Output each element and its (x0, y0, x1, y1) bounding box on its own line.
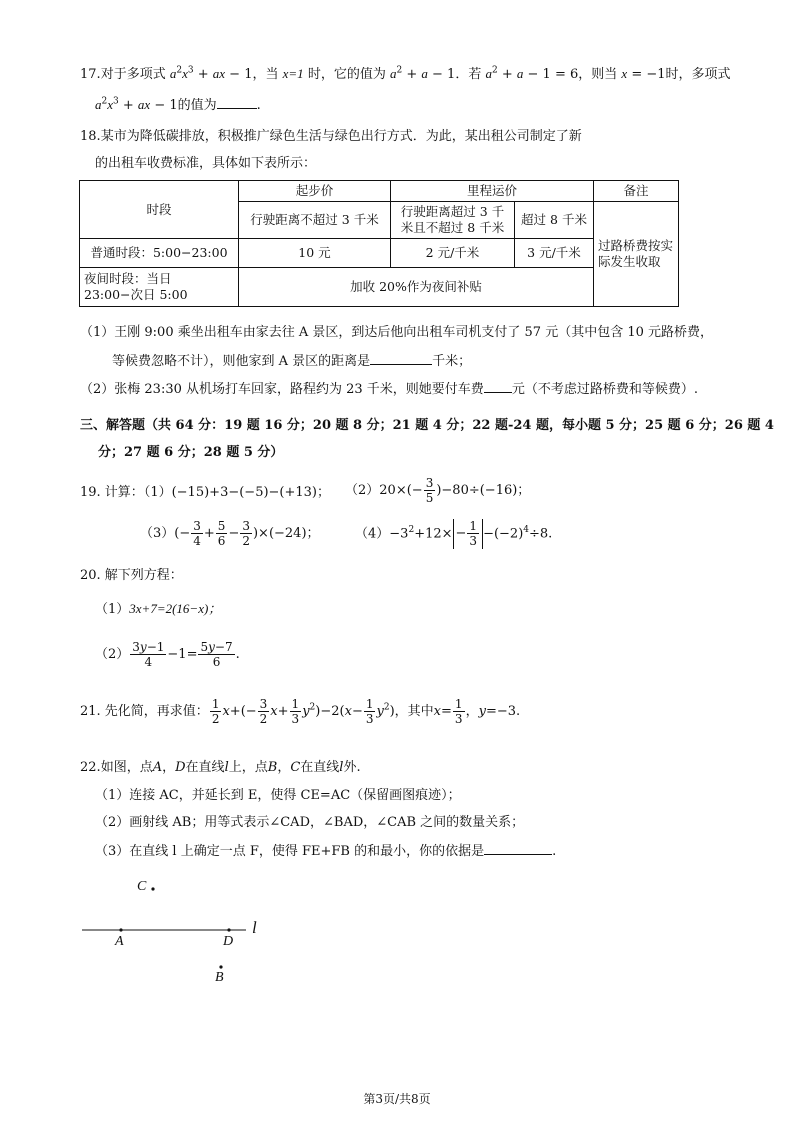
th-start-price: 起步价 (239, 181, 391, 202)
note-text: 过路桥费按实际发生收取 (594, 202, 679, 307)
q18-sub1-line2: 等候费忽略不计），则他家到 A 景区的距离是 千米； (112, 351, 471, 371)
section3-line2: 分；27 题 6 分；28 题 5 分） (98, 445, 284, 460)
q17-line2: $a^2x^3$ + ax − 1的值为 . (95, 96, 261, 113)
label-d: D (223, 934, 234, 949)
q21: 21. 先化简，再求值： $\frac{1}{2}$ x+(− $\frac{3}{2}$ x+ $\frac{1}{3}$ $y^2)-2(x-$ $\frac{1}{3}$ $y^2$)，其中x= $\frac{1}{3}$ ，y=−3. (80, 697, 521, 726)
q22-intro: 22.如图，点A，D在直线l上，点B，C在直线l外. (80, 760, 361, 775)
td-normal-mid: 2 元/千米 (391, 239, 515, 268)
q22-part2: （2）画射线 AB；用等式表示∠CAD，∠BAD，∠CAB 之间的数量关系； (95, 815, 525, 830)
q17-line1: 17.对于多项式 $a^2x^3$ + ax − 1，当 x=1 时，它的值为 $a^2 + a - 1$．若 $a^2 + a - 1 = 6$，则当 x = −1时，多项式 (80, 65, 731, 82)
q20-part2: （2） $\frac{3y-1}{4}$ −1= $\frac{5y-7}{6}$ . (95, 640, 240, 669)
q20-part1: （1）3x+7=2(16−x)； (95, 601, 222, 617)
th-mileage-price: 里程运价 (391, 181, 594, 202)
td-night-period: 夜间时段：当日 23:00−次日 5:00 (80, 268, 239, 307)
th-sub-mid: 行驶距离超过 3 千米且不超过 8 千米 (391, 202, 515, 239)
q22-part1: （1）连接 AC，并延长到 E，使得 CE=AC（保留画图痕迹）； (95, 788, 461, 803)
q18-sub2: （2）张梅 23:30 从机场打车回家，路程约为 23 千米，则她要付车费 元（不考虑过路桥费和等候费）. (80, 379, 698, 399)
th-sub-start: 行驶距离不超过 3 千米 (239, 202, 391, 239)
q19-part3: （3）(− $\frac{3}{4}$ + $\frac{5}{6}$ − $\frac{3}{2}$ )×(−24)； (140, 519, 320, 548)
q20-title: 20. 解下列方程： (80, 568, 183, 583)
th-sub-over: 超过 8 千米 (515, 202, 594, 239)
q19-part4: $(4)-3^2+12\times$ − $\frac{1}{3}$ $-(-2)^4\div 8$. (355, 519, 553, 548)
label-b: B (215, 970, 224, 985)
td-normal-start: 10 元 (239, 239, 391, 268)
q18-sub1-line1: （1）王刚 9:00 乘坐出租车由家去往 A 景区，到达后他向出租车司机支付了 57 元（其中包含 10 元路桥费， (80, 325, 713, 340)
point-a (119, 928, 122, 931)
td-normal-period: 普通时段：5:00−23:00 (80, 239, 239, 268)
section3-line1: 三、解答题（共 64 分：19 题 16 分；20 题 8 分；21 题 4 分；22 题-24 题，每小题 5 分；25 题 6 分；26 题 4 (80, 418, 774, 433)
td-normal-over: 3 元/千米 (515, 239, 594, 268)
point-c (151, 887, 154, 890)
q22-part3: （3）在直线 l 上确定一点 F，使得 FE+FB 的和最小，你的依据是 . (95, 841, 556, 861)
q18-line1: 18.某市为降低碳排放，积极推广绿色生活与绿色出行方式．为此，某出租公司制定了新 (80, 129, 582, 144)
point-b (219, 965, 222, 968)
q19-line1: 19. 计算：（1）(−15)+3−(−5)−(+13)； (80, 485, 331, 500)
label-c: C (137, 879, 147, 894)
th-note: 备注 (594, 181, 679, 202)
point-d (227, 928, 230, 931)
label-l: l (252, 918, 257, 937)
q18-line2: 的出租车收费标准，具体如下表所示： (95, 156, 317, 171)
page-footer: 第3页/共8页 (363, 1092, 431, 1106)
td-night-text: 加收 20%作为夜间补贴 (239, 268, 594, 307)
label-a: A (115, 934, 124, 949)
th-period: 时段 (80, 181, 239, 239)
q19-part2: （2）20×(− $\frac{3}{5}$ )−80÷(−16)； (345, 476, 531, 505)
